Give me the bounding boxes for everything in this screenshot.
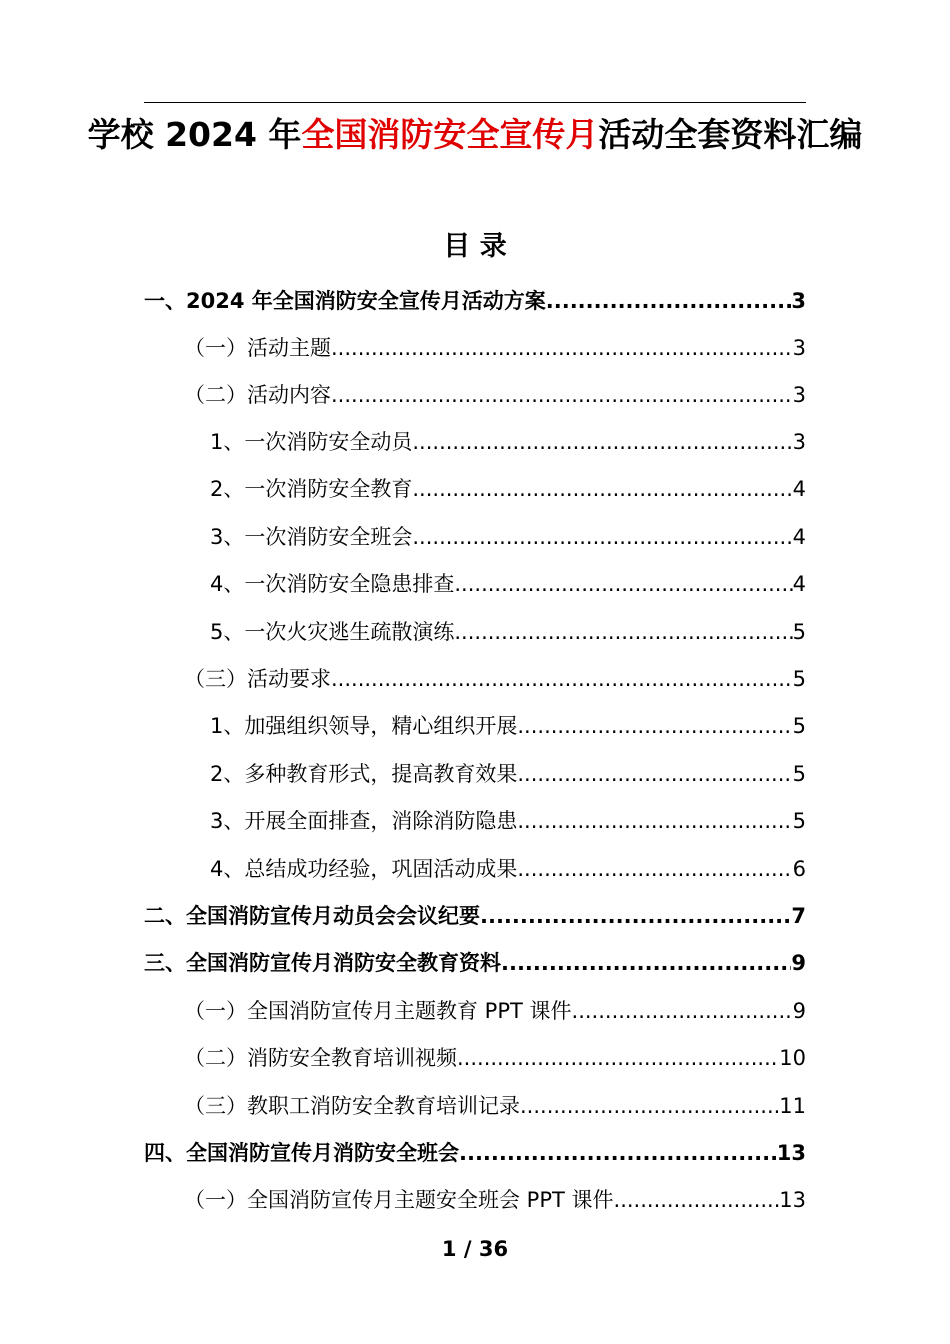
toc-entry-page: 3 <box>792 336 806 360</box>
toc-leader-dots <box>517 804 792 838</box>
toc-entry-label: 一、2024 年全国消防安全宣传月活动方案 <box>144 289 546 313</box>
toc-entry-label: 1、加强组织领导，精心组织开展 <box>210 714 518 738</box>
toc-entry-label: 2、一次消防安全教育 <box>210 477 413 501</box>
toc-entry[interactable] <box>210 425 806 459</box>
toc-entry-page: 9 <box>792 999 806 1023</box>
toc-entry-label: （二）消防安全教育培训视频 <box>184 1046 457 1070</box>
toc-entry[interactable] <box>184 1089 806 1123</box>
toc-entry-label: 三、全国消防宣传月消防安全教育资料 <box>144 951 501 975</box>
toc-entry-page: 13 <box>779 1188 806 1212</box>
toc-leader-dots <box>572 994 793 1028</box>
header-rule <box>144 102 806 103</box>
toc-leader-dots <box>457 1041 779 1075</box>
toc-leader-dots <box>546 284 792 318</box>
toc-entry-page: 4 <box>792 477 806 501</box>
toc-entry-page: 3 <box>792 383 806 407</box>
toc-entry-label: （一）全国消防宣传月主题教育 PPT 课件 <box>184 999 572 1023</box>
title-highlight: 全国消防安全宣传月 <box>301 115 599 154</box>
toc-entry-page: 5 <box>792 667 806 691</box>
toc-entry[interactable] <box>210 757 806 791</box>
toc-entry[interactable] <box>210 709 806 743</box>
toc-entry-label: 1、一次消防安全动员 <box>210 430 413 454</box>
toc-entry-label: 5、一次火灾逃生疏散演练 <box>210 620 455 644</box>
toc-entry-label: 3、开展全面排查，消除消防隐患 <box>210 809 518 833</box>
toc-heading: 目 录 <box>443 231 507 262</box>
toc-leader-dots <box>614 1183 780 1217</box>
toc-entry[interactable] <box>210 520 806 554</box>
toc-entry-label: （三）教职工消防安全教育培训记录 <box>184 1094 520 1118</box>
toc-leader-dots <box>331 662 793 696</box>
toc-entry-page: 13 <box>776 1141 806 1165</box>
toc-entry[interactable] <box>210 472 806 506</box>
toc-entry[interactable] <box>184 662 806 696</box>
toc-leader-dots <box>454 615 792 649</box>
document-title <box>70 116 880 154</box>
toc-entry[interactable] <box>184 994 806 1028</box>
toc-entry-page: 5 <box>792 809 806 833</box>
toc-entry-page: 6 <box>792 857 806 881</box>
toc-entry[interactable] <box>210 852 806 886</box>
toc-leader-dots <box>501 946 791 980</box>
toc-entry-page: 7 <box>791 904 806 928</box>
toc-entry-label: （二）活动内容 <box>184 383 331 407</box>
toc-leader-dots <box>454 567 792 601</box>
toc-entry-label: 4、一次消防安全隐患排查 <box>210 572 455 596</box>
toc-entry-label: （一）活动主题 <box>184 336 331 360</box>
toc-entry[interactable] <box>184 331 806 365</box>
toc-entry[interactable] <box>184 1041 806 1075</box>
page-number: 1 / 36 <box>441 1237 509 1261</box>
toc-entry-label: （三）活动要求 <box>184 667 331 691</box>
title-prefix: 学校 2024 年 <box>87 115 302 154</box>
toc-entry-page: 3 <box>791 289 806 313</box>
toc-entry[interactable] <box>144 1136 806 1170</box>
toc-leader-dots <box>331 378 793 412</box>
toc-leader-dots <box>520 1089 779 1123</box>
toc-leader-dots <box>412 425 792 459</box>
toc-entry[interactable] <box>144 899 806 933</box>
toc-entry-label: 2、多种教育形式，提高教育效果 <box>210 762 518 786</box>
toc-entry-label: 二、全国消防宣传月动员会会议纪要 <box>144 904 480 928</box>
toc-entry-page: 5 <box>792 714 806 738</box>
title-suffix: 活动全套资料汇编 <box>598 115 863 154</box>
toc-leader-dots <box>517 709 792 743</box>
toc-leader-dots <box>517 757 792 791</box>
toc-entry[interactable] <box>210 567 806 601</box>
toc-entry-page: 4 <box>792 525 806 549</box>
toc-entry-page: 5 <box>792 762 806 786</box>
toc-entry[interactable] <box>210 615 806 649</box>
toc-entry-page: 5 <box>792 620 806 644</box>
toc-entry[interactable] <box>144 946 806 980</box>
toc-entry-page: 9 <box>791 951 806 975</box>
toc-leader-dots <box>412 472 792 506</box>
toc-leader-dots <box>331 331 793 365</box>
toc-entry-label: 4、总结成功经验，巩固活动成果 <box>210 857 518 881</box>
toc-entry-page: 10 <box>779 1046 806 1070</box>
toc-entry[interactable] <box>184 1183 806 1217</box>
toc-leader-dots <box>412 520 792 554</box>
toc-entry-page: 3 <box>792 430 806 454</box>
toc-entry-label: 3、一次消防安全班会 <box>210 525 413 549</box>
toc-leader-dots <box>517 852 792 886</box>
toc-leader-dots <box>459 1136 777 1170</box>
toc-entry[interactable] <box>144 284 806 318</box>
toc-entry-page: 11 <box>779 1094 806 1118</box>
toc-entry[interactable] <box>184 378 806 412</box>
toc-entry-label: （一）全国消防宣传月主题安全班会 PPT 课件 <box>184 1188 614 1212</box>
toc-entry[interactable] <box>210 804 806 838</box>
toc-leader-dots <box>480 899 791 933</box>
toc-entry-label: 四、全国消防宣传月消防安全班会 <box>144 1141 459 1165</box>
toc-entry-page: 4 <box>792 572 806 596</box>
